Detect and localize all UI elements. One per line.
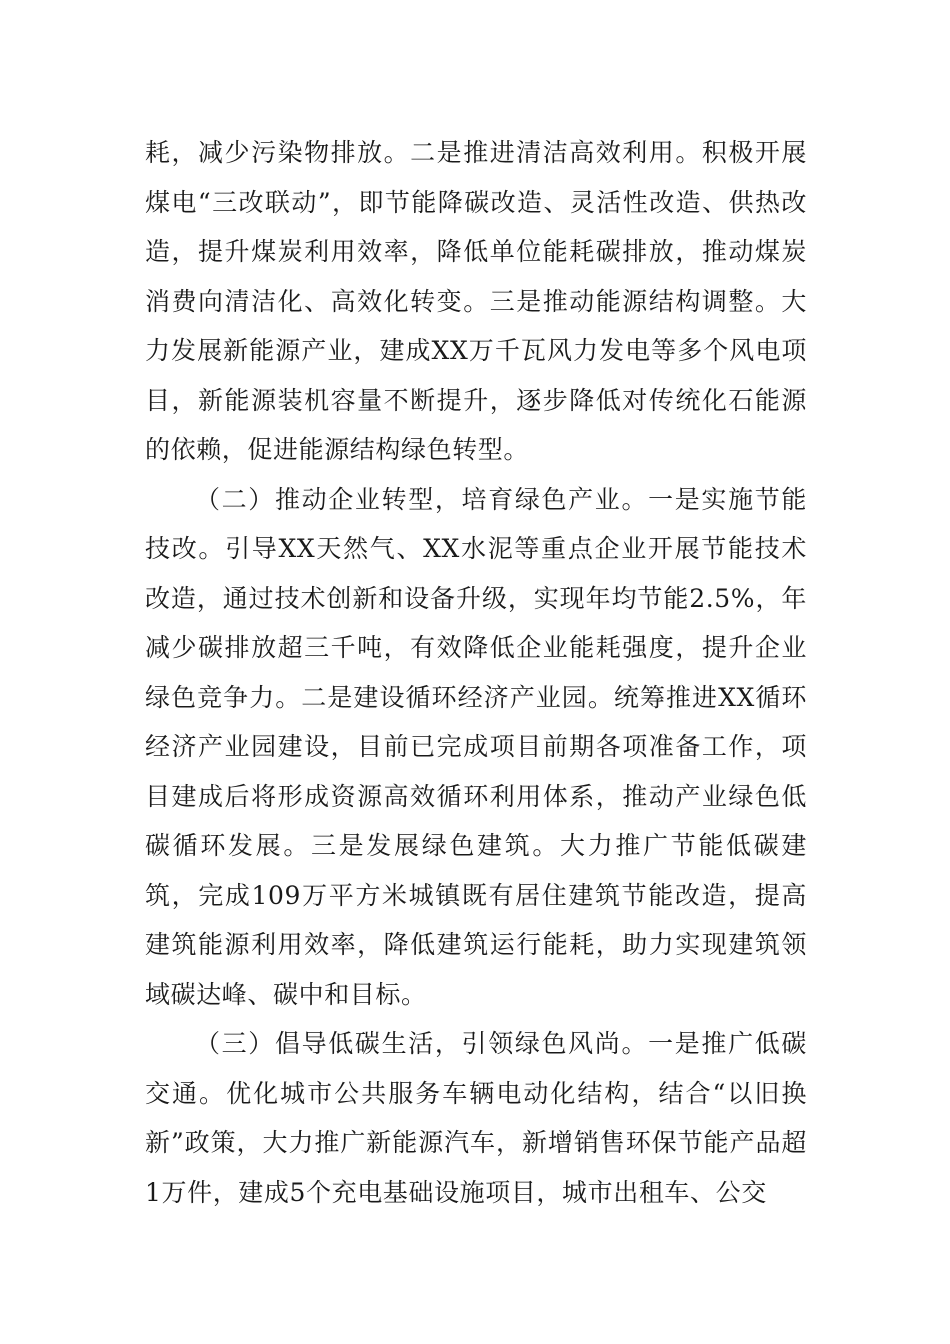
- paragraph-low-carbon-life: （三）倡导低碳生活，引领绿色风尚。一是推广低碳交通。优化城市公共服务车辆电动化结构，结合“以旧换新”政策，大力推广新能源汽车，新增销售环保节能产品超1万件，建成5个充电基础设施项目，城市出租车、公交: [145, 1029, 807, 1207]
- paragraph-enterprise-transformation: （二）推动企业转型，培育绿色产业。一是实施节能技改。引导XX天然气、XX水泥等重点企业开展节能技术改造，通过技术创新和设备升级，实现年均节能2.5%，年减少碳排放超三千吨，有效降低企业能耗强度，提升企业绿色竞争力。二是建设循环经济产业园。统筹推进XX循环经济产业园建设，目前已完成项目前期各项准备工作，项目建成后将形成资源高效循环利用体系，推动产业绿色低碳循环发展。三是发展绿色建筑。大力推广节能低碳建筑，完成109万平方米城镇既有居住建筑节能改造，提高建筑能源利用效率，降低建筑运行能耗，助力实现建筑领域碳达峰、碳中和目标。: [145, 484, 807, 1009]
- document-body: [145, 128, 807, 1217]
- paragraph-energy-structure: 耗，减少污染物排放。二是推进清洁高效利用。积极开展煤电“三改联动”，即节能降碳改造、灵活性改造、供热改造，提升煤炭利用效率，降低单位能耗碳排放，推动煤炭消费向清洁化、高效化转变。三是推动能源结构调整。大力发展新能源产业，建成XX万千瓦风力发电等多个风电项目，新能源装机容量不断提升，逐步降低对传统化石能源的依赖，促进能源结构绿色转型。: [145, 138, 807, 464]
